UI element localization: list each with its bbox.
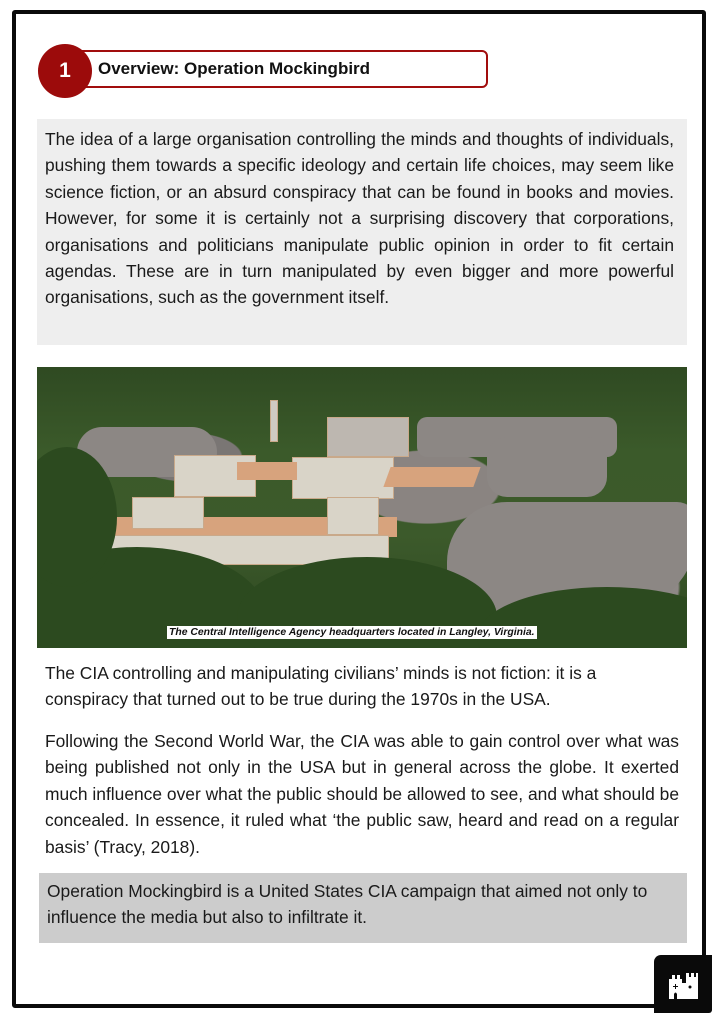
roof (237, 462, 297, 480)
section-heading (38, 50, 490, 90)
intro-box (37, 119, 687, 345)
building (327, 497, 379, 535)
water-tower (270, 400, 278, 442)
paragraph-text: The CIA controlling and manipulating civilians’ minds is not fiction: it is a conspiracy that turned out to be true during the 1970s in the USA. (45, 663, 597, 710)
section-title: Overview: Operation Mockingbird (98, 59, 371, 78)
roof (383, 467, 480, 487)
castle-icon (666, 967, 700, 1001)
paragraph-2 (45, 728, 679, 860)
building (132, 497, 204, 529)
paragraph-1 (45, 660, 679, 713)
publisher-logo (654, 955, 712, 1013)
section-number-badge: 1 (38, 44, 92, 98)
intro-text: The idea of a large organisation controlling the minds and thoughts of individuals, pushing them towards a specific ideology and certain life choices, may seem like science fiction, or an absurd conspiracy that can be found in books and movies. However, for some it is certainly not a surprising discovery that corporations, organisations and politicians manipulate public opinion in order to fit certain agendas. These are in turn manipulated by even bigger and more powerful organisations, such as the government itself. (45, 129, 674, 308)
photo-caption: The Central Intelligence Agency headquarters located in Langley, Virginia. (169, 627, 535, 638)
summary-box (39, 873, 687, 943)
paragraph-text: Following the Second World War, the CIA was able to gain control over what was being published not only in the USA but in general across the globe. It exerted much influence over what the public should be allowed to see, and what should be concealed. In essence, it ruled what ‘the public saw, heard and read on a regular basis’ (Tracy, 2018). (45, 731, 679, 857)
parking-lot (487, 437, 607, 497)
cia-headquarters-photo (37, 367, 687, 648)
building (292, 457, 394, 499)
building (327, 417, 409, 457)
summary-text: Operation Mockingbird is a United States CIA campaign that aimed not only to influence the media but also to infiltrate it. (47, 881, 648, 928)
